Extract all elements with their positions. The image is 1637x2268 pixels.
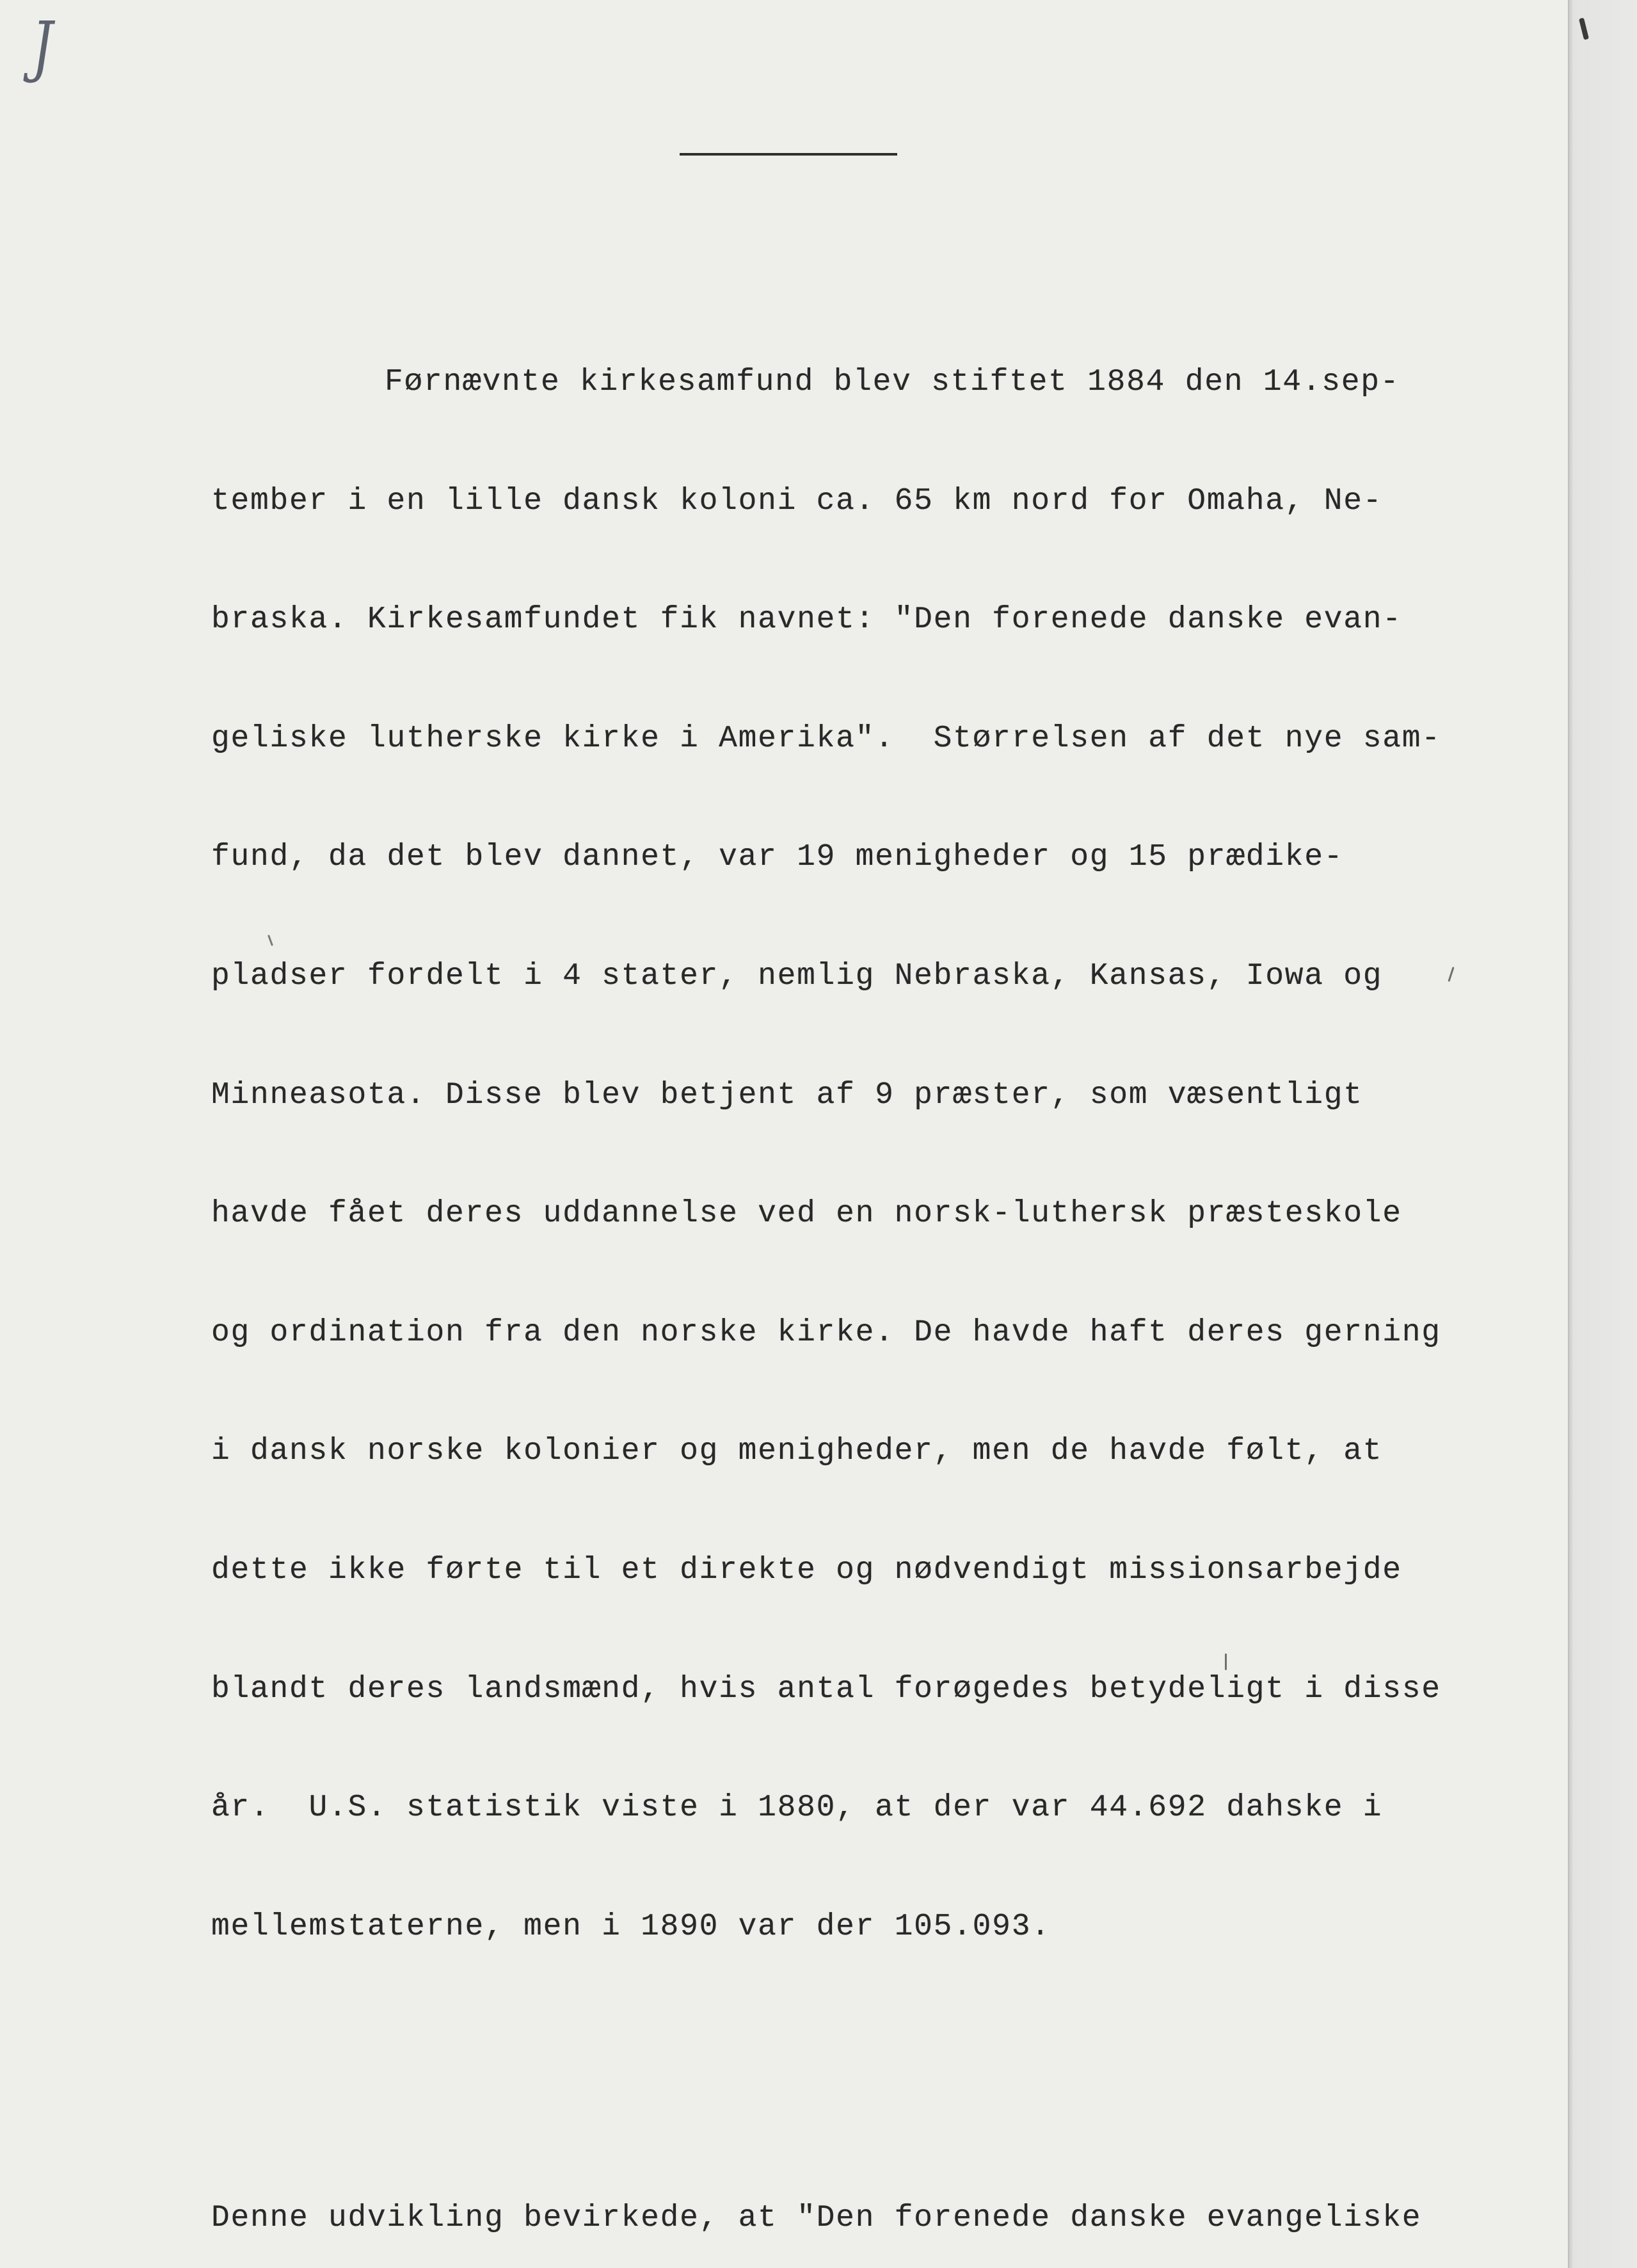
text-line: Minneasota. Disse blev betjent af 9 præster, som væsentligt [211,1077,1363,1113]
text-line: år. U.S. statistik viste i 1880, at der var 44.692 dahske i [211,1790,1383,1826]
text-line: braska. Kirkesamfundet fik navnet: "Den forenede danske evan- [211,602,1402,638]
text-line: Denne udvikling bevirkede, at "Den forenede danske evangeliske [211,2201,1422,2236]
text-line: pladser fordelt i 4 stater, nemlig Nebraska, Kansas, Iowa og [211,958,1383,993]
text-line: dette ikke førte til et direkte og nødvendigt missionsarbejde [211,1552,1402,1588]
text-line: Førnævnte kirkesamfund blev stiftet 1884 den 14.sep- [385,365,1400,399]
paragraph [211,289,1542,2021]
text-line: geliske lutherske kirke i Amerika". Størrelsen af det nye sam- [211,721,1441,756]
text-line: i dansk norske kolonier og menigheder, men de havde følt, at [211,1434,1383,1469]
typed-separator-rule [680,153,897,156]
text-line: havde fået deres uddannelse ved en norsk-luthersk præsteskole [211,1196,1402,1232]
text-line: og ordination fra den norske kirke. De havde haft deres gerning [211,1315,1441,1350]
text-line: fund, da det blev dannet, var 19 menigheder og 15 prædike- [211,840,1344,875]
text-line: tember i en lille dansk koloni ca. 65 km nord for Omaha, Ne- [211,483,1383,519]
text-line: blandt deres landsmænd, hvis antal forøgedes betydeligt i disse [211,1671,1441,1707]
typewritten-body [211,185,1542,2268]
paper-edge [1568,0,1637,2268]
paragraph [211,2125,1542,2268]
text-line: mellemstaterne, men i 1890 var der 105.093. [211,1909,1051,1944]
handwritten-margin-mark: J [32,7,53,85]
